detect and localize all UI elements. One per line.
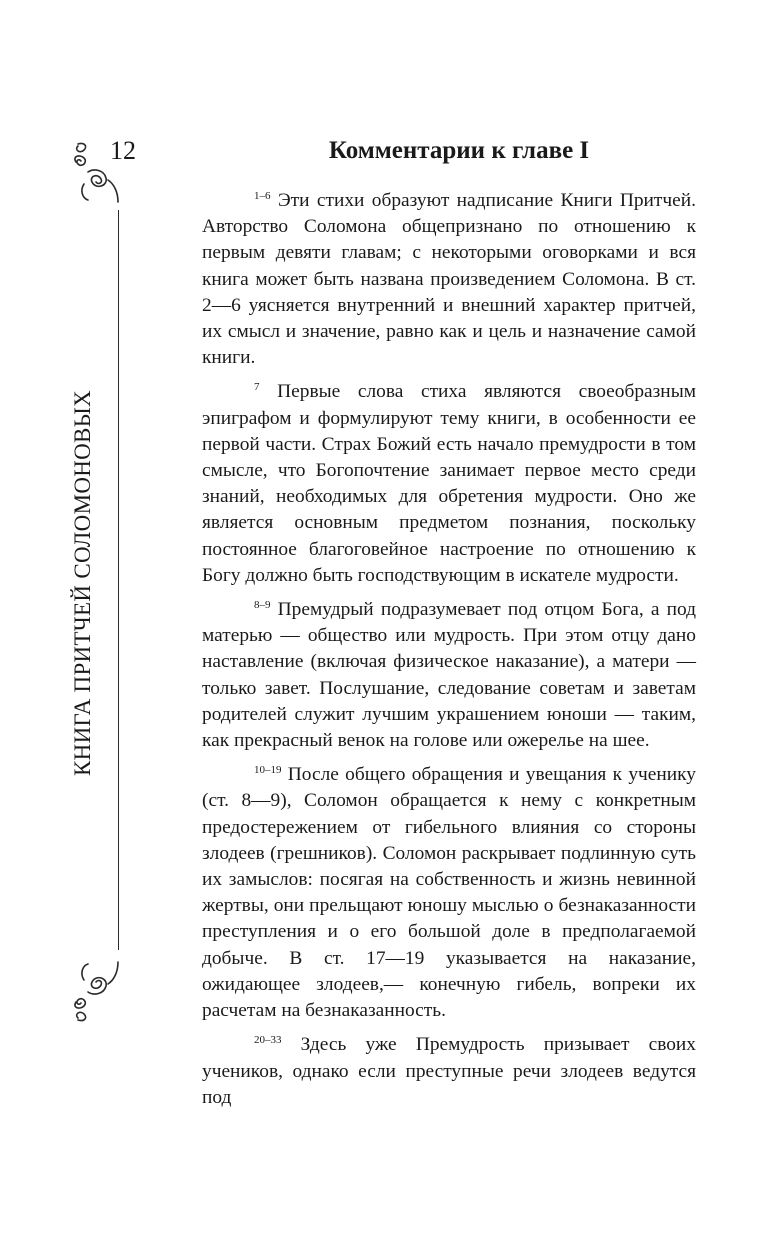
verse-reference: 20–33 (254, 1034, 282, 1047)
main-content (202, 136, 696, 1119)
ornament-top (70, 140, 120, 212)
running-head (64, 218, 102, 948)
commentary-paragraph (202, 597, 696, 754)
paragraph-text: Эти стихи образуют надписание Книги Притчей. Авторство Соломона общепризнано по отношению к первым девяти главам; с некоторыми оговорками и вся книга может быть названа произведением Соломона. В ст. 2—6 уясняется внутренний и внешний характер притчей, их смысл и значение, равно как и цель и назначение самой книги. (202, 190, 696, 369)
paragraph-text: Первые слова стиха являются своеобразным эпиграфом и формулируют тему книги, в особенности ее первой части. Страх Божий есть начало премудрости в том смысле, что Богопочтение занимает первое место среди знаний, необходимых для обретения мудрости. Оно же является основным предметом познания, поскольку постоянное благоговейное настроение по отношению к Богу должно быть господствующим в искателе мудрости. (202, 381, 696, 586)
swirl-ornament-icon (70, 952, 120, 1024)
verse-reference: 10–19 (254, 764, 282, 777)
paragraph-text: После общего обращения и увещания к ученику (ст. 8—9), Соломон обращается к нему с конкретным предостережением от гибельного влияния со стороны злодеев (грешников). Соломон раскрывает подлинную суть их замыслов: посягая на собственность и жизнь невинной жертвы, они прельщают юношу мыслью о безнаказанности преступления и о его большой доле в предполагаемой добыче. В ст. 17—19 указывается на наказание, ожидающее злодеев,— конечную гибель, вопреки их расчетам на безнаказанность. (202, 764, 696, 1022)
commentary-paragraph (202, 762, 696, 1024)
paragraph-text: Здесь уже Премудрость призывает своих учеников, однако если преступные речи злодеев ведутся под (202, 1034, 696, 1108)
vertical-rule-lower (118, 330, 119, 950)
page-number: 12 (110, 136, 136, 165)
verse-reference: 1–6 (254, 190, 271, 202)
commentary-paragraph (202, 379, 696, 589)
ornament-bottom (70, 952, 120, 1024)
verse-reference: 7 (254, 381, 260, 394)
running-head-text: КНИГА ПРИТЧЕЙ СОЛОМОНОВЫХ (70, 390, 95, 776)
chapter-commentary-title: Комментарии к главе I (328, 137, 590, 164)
verse-reference: 8–9 (254, 599, 271, 612)
commentary-paragraph (202, 188, 696, 371)
vertical-rule-upper (118, 210, 119, 330)
commentary-paragraph (202, 1032, 696, 1111)
swirl-ornament-icon (70, 140, 120, 212)
paragraph-text: Премудрый подразумевает под отцом Бога, а под матерью — общество или мудрость. При этом отцу дано наставление (включая физическое наказание), а матери — только завет. Послушание, следование советам и заветам родителей служит лучшим украшением юноши — таким, как прекрасный венок на голове или ожерелье на шее. (202, 599, 696, 752)
